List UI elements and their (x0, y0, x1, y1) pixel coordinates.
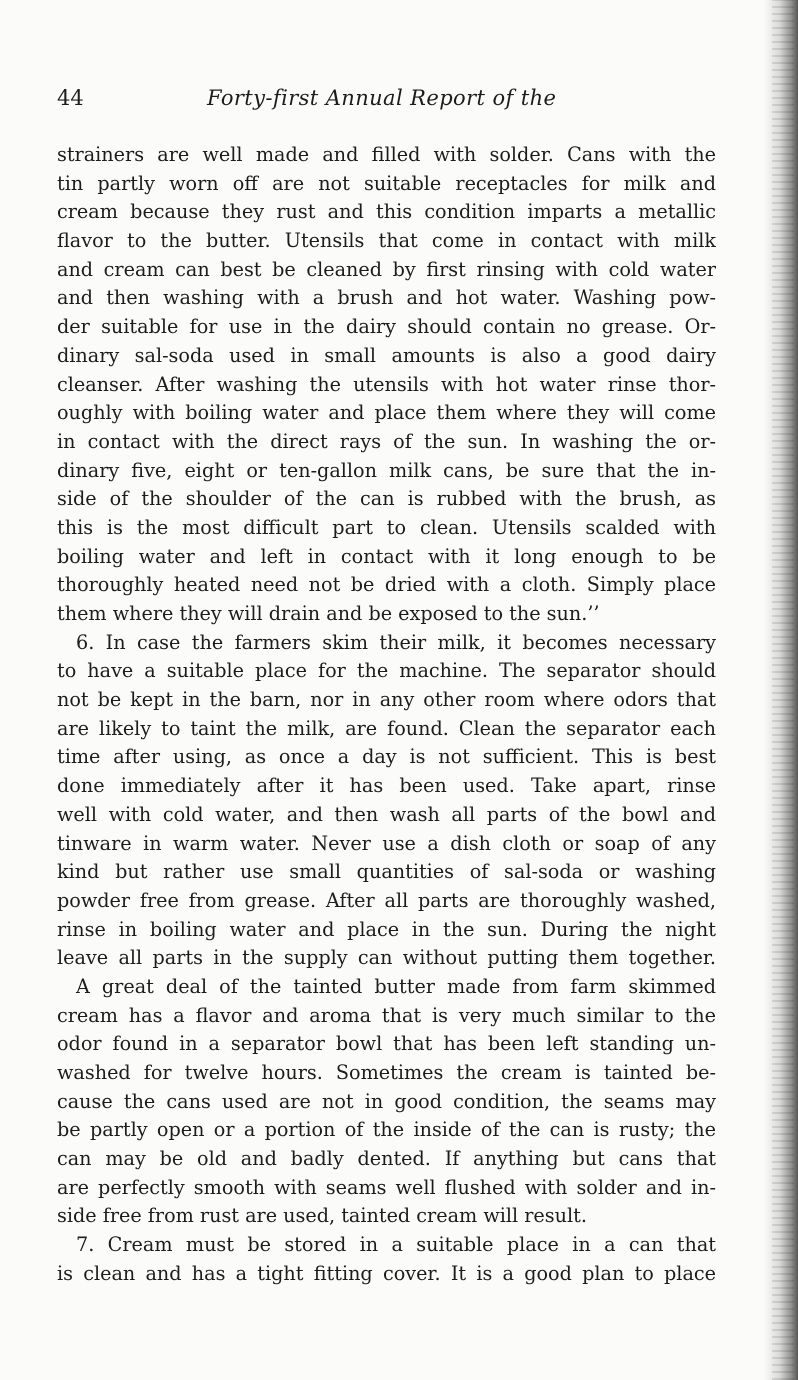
text-line: thoroughly heated need not be dried with a cloth. Simply place (57, 573, 716, 597)
text-line: washed for twelve hours. Sometimes the cream is tainted be- (57, 1061, 716, 1084)
text-line: rinse in boiling water and place in the sun. During the night (57, 917, 716, 941)
text-line: are perfectly smooth with seams well flushed with solder and in- (57, 1175, 716, 1199)
text-line: side free from rust are used, tainted cream will result. (57, 1204, 587, 1228)
text-line: boiling water and left in contact with it long enough to be (57, 544, 716, 568)
text-line: dinary sal-soda used in small amounts is also a good dairy (57, 343, 716, 367)
text-line: side of the shoulder of the can is rubbed with the brush, as (57, 487, 716, 511)
text-line: them where they will drain and be exposed to the sun.’’ (57, 602, 600, 625)
text-line: well with cold water, and then wash all parts of the bowl and (57, 802, 716, 826)
text-line: A great deal of the tainted butter made from farm skimmed (76, 974, 716, 998)
text-line: kind but rather use small quantities of sal-soda or washing (57, 860, 716, 884)
text-line: flavor to the butter. Utensils that come in contact with milk (57, 229, 716, 253)
text-line: cream because they rust and this condition imparts a metallic (57, 200, 716, 224)
text-line: in contact with the direct rays of the sun. In washing the or- (57, 429, 716, 453)
text-line: are likely to taint the milk, are found. Clean the separator each (57, 716, 716, 740)
text-line: cause the cans used are not in good condition, the seams may (57, 1089, 716, 1113)
text-line: odor found in a separator bowl that has been left standing un- (57, 1032, 716, 1056)
text-line: cleanser. After washing the utensils with hot water rinse thor- (57, 372, 716, 396)
page-number: 44 (57, 86, 84, 110)
text-line: done immediately after it has been used. Take apart, rinse (57, 774, 716, 798)
text-line: strainers are well made and filled with solder. Cans with the (57, 143, 716, 166)
text-line: be partly open or a portion of the inside of the can is rusty; the (57, 1118, 716, 1142)
text-line: this is the most difficult part to clean. Utensils scalded with (57, 515, 716, 539)
page-edge-speckle (772, 0, 794, 1380)
text-line: leave all parts in the supply can without putting them together. (57, 946, 716, 970)
text-line: time after using, as once a day is not sufficient. This is best (57, 745, 716, 769)
page-header (57, 86, 717, 116)
text-line: tin partly worn off are not suitable receptacles for milk and (57, 171, 716, 195)
text-line: cream has a flavor and aroma that is very much similar to the (57, 1003, 716, 1027)
text-line: and cream can best be cleaned by first rinsing with cold water (57, 257, 716, 281)
text-line: dinary five, eight or ten-gallon milk cans, be sure that the in- (57, 458, 716, 482)
text-line: to have a suitable place for the machine. The separator should (57, 659, 716, 683)
text-line: not be kept in the barn, nor in any other room where odors that (57, 688, 716, 712)
running-title: Forty-first Annual Report of the (207, 86, 557, 110)
body-text (57, 141, 716, 1289)
text-line: is clean and has a tight fitting cover. It is a good plan to place (57, 1261, 716, 1285)
text-line: oughly with boiling water and place them where they will come (57, 401, 716, 425)
text-line: 6. In case the farmers skim their milk, it becomes necessary (76, 630, 716, 654)
text-line: 7. Cream must be stored in a suitable place in a can that (76, 1233, 716, 1257)
text-line: powder free from grease. After all parts are thoroughly washed, (57, 888, 716, 912)
text-line: der suitable for use in the dairy should contain no grease. Or- (57, 315, 716, 339)
text-line: tinware in warm water. Never use a dish cloth or soap of any (57, 831, 716, 855)
text-line: can may be old and badly dented. If anything but cans that (57, 1147, 716, 1171)
text-line: and then washing with a brush and hot water. Washing pow- (57, 286, 716, 310)
